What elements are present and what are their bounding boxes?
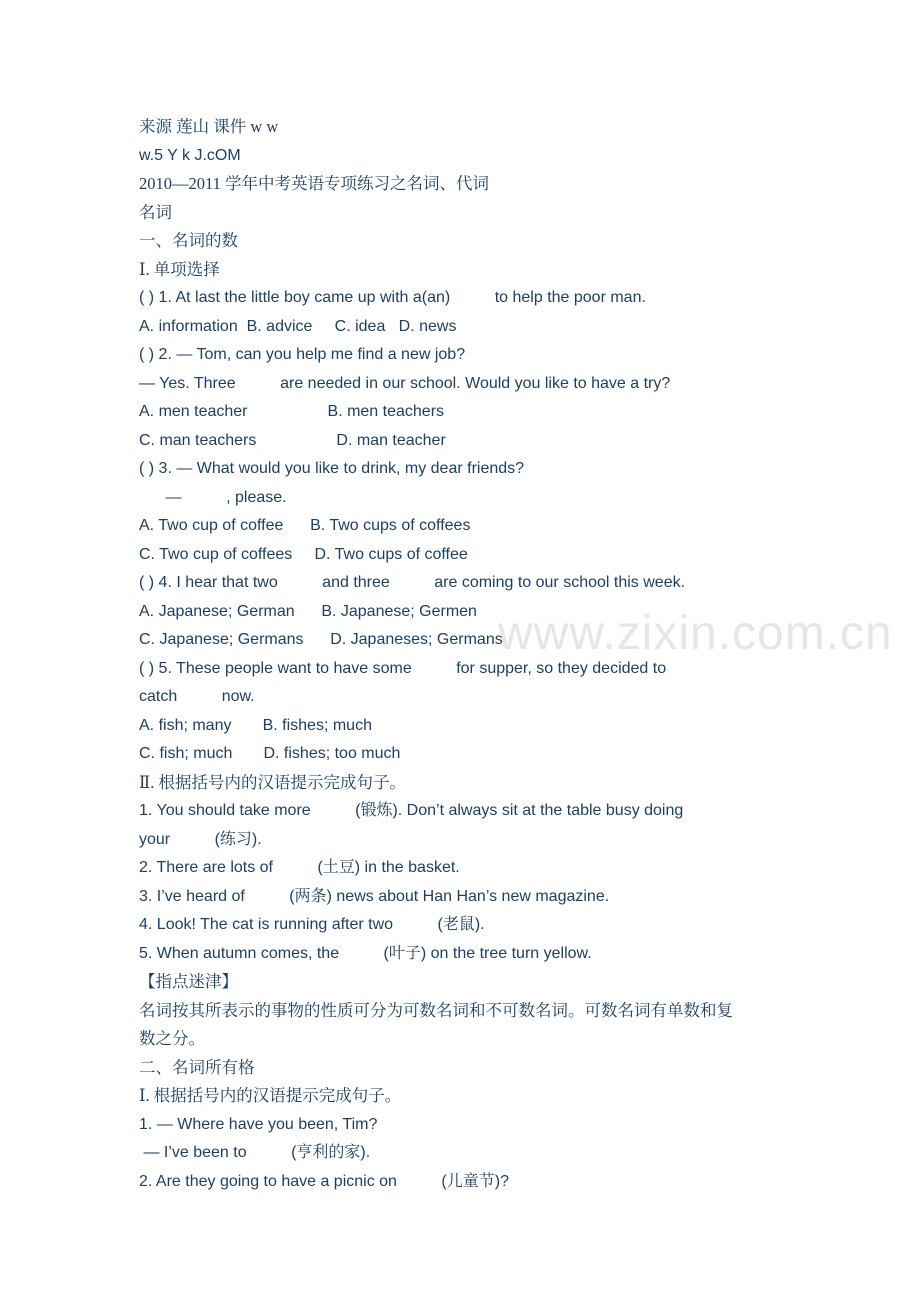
section-noun: 名词 [139,202,172,222]
question-2-reply: — Yes. Three are needed in our school. Would you like to have a try? [139,374,671,392]
document-page [139,113,799,1196]
watermark: www.zixin.com.cn [498,607,893,660]
tip-text-line-2: 数之分。 [139,1029,205,1048]
question-5-options-cd: C. fish; much D. fishes; too much [139,745,401,762]
source-line-1: 来源 莲山 课件 w w [139,117,279,136]
question-5-continued: catch now. [139,688,255,705]
question-3: ( ) 3. — What would you like to drink, my dear friends? [139,460,525,477]
sentence-5: 5. When autumn comes, the (叶子) on the tree turn yellow. [139,944,592,962]
part1-sub2: Ⅱ. 根据括号内的汉语提示完成句子。 [139,772,406,792]
sentence-1-continued: your (练习). [139,830,262,848]
sentence-4: 4. Look! The cat is running after two (老鼠). [139,916,485,933]
part1-heading: 一、名词的数 [139,231,238,250]
part2-sub1: Ⅰ. 根据括号内的汉语提示完成句子。 [139,1086,402,1105]
document-title: 2010—2011 学年中考英语专项练习之名词、代词 [139,174,490,193]
question-4: ( ) 4. I hear that two and three are coming to our school this week. [139,574,686,591]
question-3-reply: — , please. [139,488,287,506]
part2-heading: 二、名词所有格 [139,1057,255,1077]
part2-sentence-2: 2. Are they going to have a picnic on (儿童节)? [139,1172,509,1190]
question-3-options-cd: C. Two cup of coffees D. Two cups of coffee [139,545,468,563]
sentence-2: 2. There are lots of (土豆) in the basket. [139,859,460,876]
question-2-options-cd: C. man teachers D. man teacher [139,431,446,449]
question-2-options-ab: A. men teacher B. men teachers [139,403,445,420]
part2-sentence-1: 1. — Where have you been, Tim? [139,1115,378,1133]
source-line-2: w.5 Y k J.cOM [139,146,241,164]
sentence-3: 3. I’ve heard of (两条) news about Han Han’s new magazine. [139,887,610,905]
question-5: ( ) 5. These people want to have some for supper, so they decided to [139,659,667,677]
question-2: ( ) 2. — Tom, can you help me find a new job? [139,346,466,363]
part1-sub1: Ⅰ. 单项选择 [139,259,220,279]
question-4-options-ab: A. Japanese; German B. Japanese; Germen [139,602,477,620]
question-3-options-ab: A. Two cup of coffee B. Two cups of coffees [139,517,471,534]
sentence-1: 1. You should take more (锻炼). Don’t always sit at the table busy doing [139,802,684,819]
part2-sentence-1-reply: — I’ve been to (亨利的家). [139,1144,371,1161]
question-1-options: A. information B. advice C. idea D. news [139,317,457,335]
question-4-options-cd: C. Japanese; Germans D. Japaneses; Germans [139,631,503,648]
question-1: ( ) 1. At last the little boy came up with a(an) to help the poor man. [139,289,646,306]
question-5-options-ab: A. fish; many B. fishes; much [139,716,372,734]
tip-heading: 【指点迷津】 [139,972,238,991]
tip-text-line-1: 名词按其所表示的事物的性质可分为可数名词和不可数名词。可数名词有单数和复 [139,1000,733,1020]
